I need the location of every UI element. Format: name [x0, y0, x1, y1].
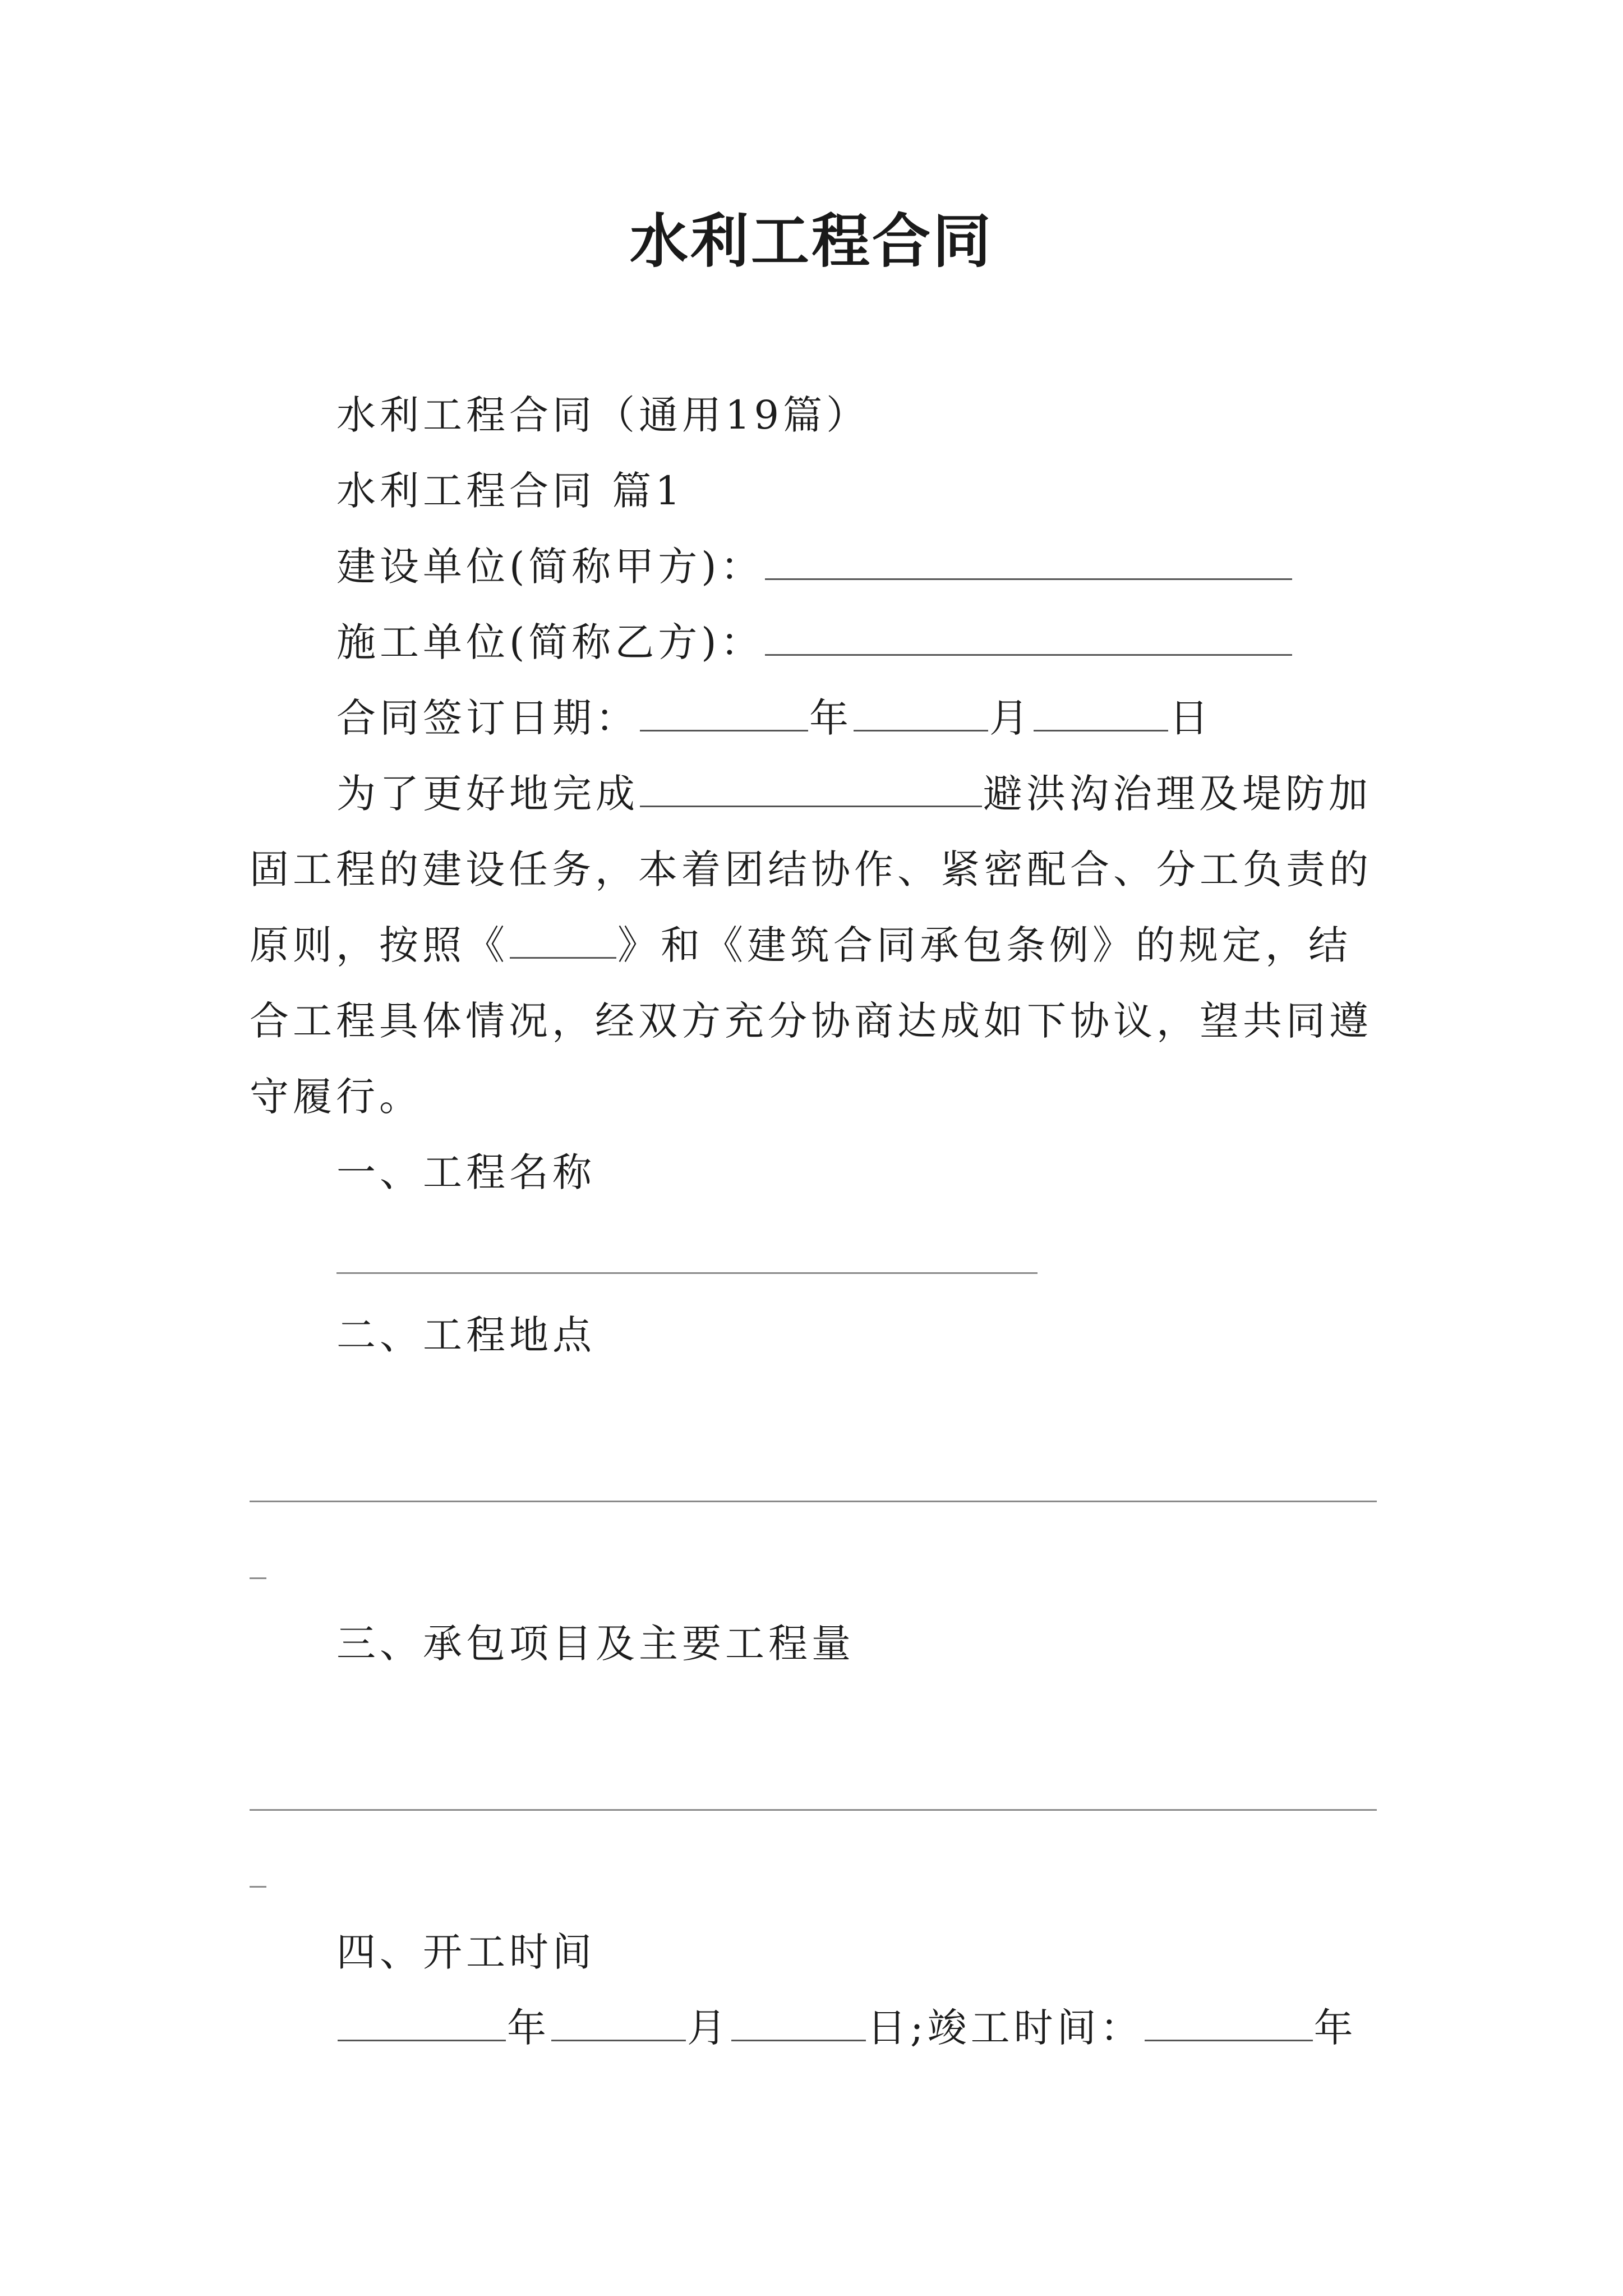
sign-year-label: 年 [809, 695, 852, 741]
paragraph-4-text: 合工程具体情况，经双方充分协商达成如下协议，望共同遵 [250, 998, 1372, 1044]
paragraph-5-text: 守履行。 [250, 1074, 422, 1120]
section-1-blank-line [336, 1272, 1038, 1274]
section-4-heading [336, 1918, 596, 1986]
section-3-blank-line-end [250, 1886, 266, 1888]
section-4-text: 四、开工时间 [336, 1929, 596, 1975]
paragraph-2-text: 固工程的建设任务，本着团结协作、紧密配合、分工负责的 [250, 846, 1372, 892]
subtitle-text: 水利工程合同（通用19篇） [336, 392, 870, 438]
part-heading-text: 水利工程合同 篇1 [336, 468, 684, 514]
party-a-blank [765, 545, 1292, 580]
sign-date-label: 合同签订日期： [336, 695, 639, 741]
section-1-text: 一、工程名称 [336, 1149, 596, 1195]
document-title: 水利工程合同 [629, 206, 993, 275]
finish-time-label: 日;竣工时间： [867, 2005, 1144, 2051]
sign-day-label: 日 [1169, 695, 1212, 741]
project-name-blank [640, 772, 982, 807]
paragraph-line-3 [250, 912, 1352, 979]
start-year-blank [338, 2006, 506, 2041]
section-3-blank-line [250, 1809, 1377, 1811]
paragraph-line-5 [250, 1063, 422, 1130]
paragraph-line-2 [250, 836, 1372, 903]
start-day-blank [731, 2006, 866, 2041]
paragraph-1-start: 为了更好地完成 [336, 771, 639, 817]
finish-year-label: 年 [1313, 2005, 1357, 2051]
start-month-blank [551, 2006, 686, 2041]
section-3-heading [336, 1610, 855, 1677]
section-1-heading [336, 1139, 596, 1206]
section-2-text: 二、工程地点 [336, 1312, 596, 1358]
schedule-line [336, 1994, 1357, 2062]
paragraph-line-4 [250, 987, 1372, 1055]
section-2-blank-line-end [250, 1577, 266, 1579]
section-2-heading [336, 1301, 596, 1369]
party-a-label: 建设单位(简称甲方)： [336, 544, 764, 590]
party-b-label: 施工单位(简称乙方)： [336, 619, 764, 665]
paragraph-1-mid: 避洪沟治理及堤防加 [983, 771, 1372, 817]
section-3-text: 三、承包项目及主要工程量 [336, 1621, 855, 1667]
regulation-blank [510, 923, 616, 959]
sign-month-label: 月 [989, 695, 1032, 741]
sign-month-blank [854, 696, 988, 731]
sign-year-blank [640, 696, 808, 731]
paragraph-3-b: 》和《建筑合同承包条例》的规定，结 [617, 922, 1352, 968]
party-b-line [336, 609, 1293, 676]
subtitle-line [336, 381, 869, 449]
start-year-label: 年 [507, 2005, 550, 2051]
finish-year-blank [1145, 2006, 1313, 2041]
part-heading [336, 457, 684, 524]
sign-day-blank [1034, 696, 1168, 731]
sign-date-line [336, 684, 1212, 752]
party-a-line [336, 533, 1293, 600]
paragraph-3-a: 原则，按照《 [250, 922, 509, 968]
section-2-blank-line [250, 1501, 1377, 1502]
paragraph-line-1 [336, 760, 1372, 827]
start-month-label: 月 [687, 2005, 730, 2051]
party-b-blank [765, 620, 1292, 656]
